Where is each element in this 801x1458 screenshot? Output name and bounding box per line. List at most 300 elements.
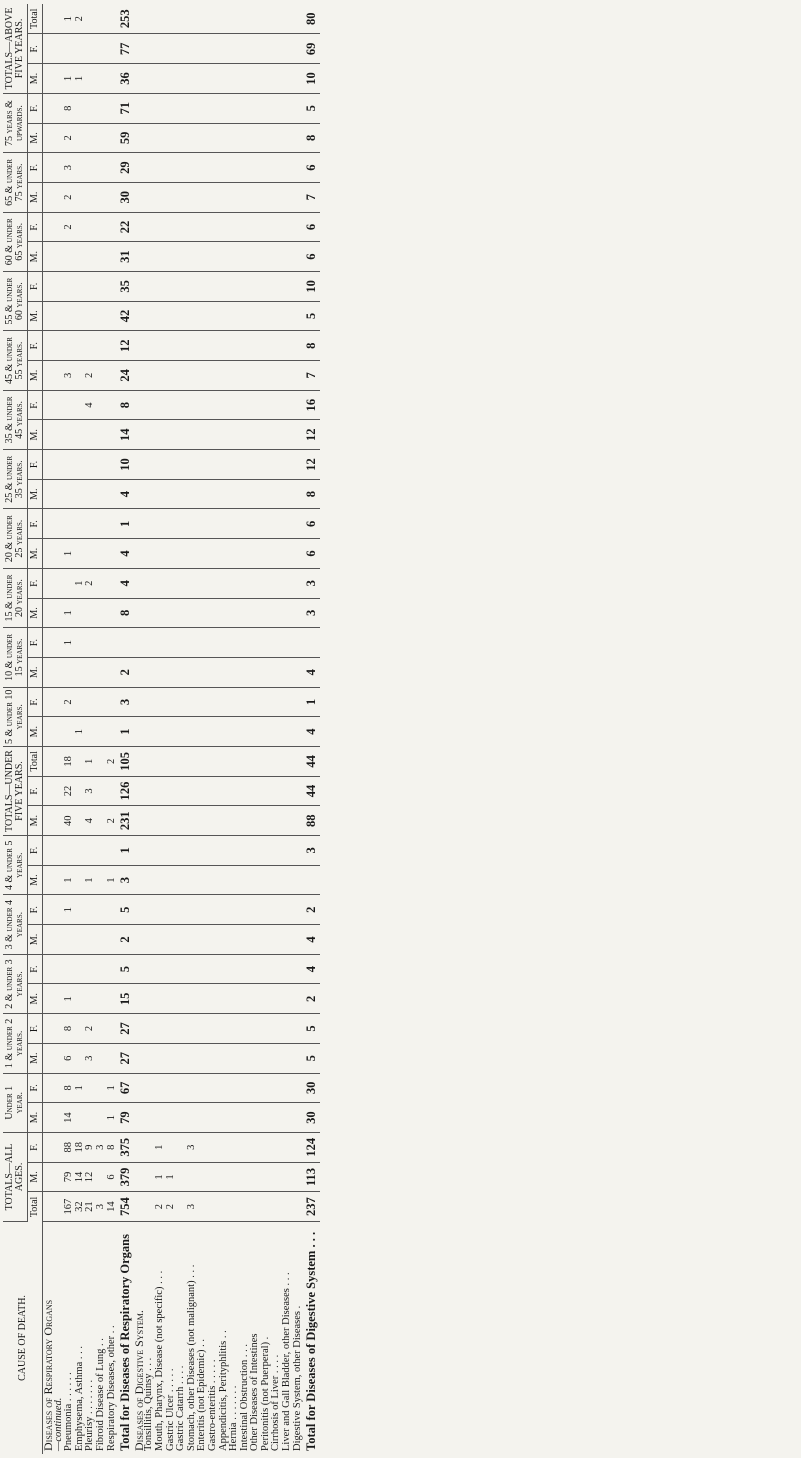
value-cell (176, 628, 187, 658)
m-subheader: M. (28, 242, 43, 272)
value-cell (197, 301, 208, 331)
value-cell (43, 1043, 54, 1073)
value-cell: 10 (303, 64, 320, 94)
value-cell (144, 212, 155, 242)
value-cell (219, 836, 230, 866)
value-cell (134, 64, 145, 94)
value-cell (43, 568, 54, 598)
value-cell (219, 361, 230, 391)
value-cell (219, 806, 230, 836)
value-cell (155, 450, 166, 480)
value-cell (166, 64, 177, 94)
value-cell (197, 1162, 208, 1192)
value-cell (250, 420, 261, 450)
value-cell (250, 361, 261, 391)
value-cell (43, 1014, 54, 1044)
total-subheader: Total (28, 1192, 43, 1222)
value-cell (144, 776, 155, 806)
value-cell (187, 747, 198, 777)
value-cell (293, 1162, 304, 1192)
value-cell: 5 (303, 1014, 320, 1044)
value-cell (208, 64, 219, 94)
value-cell (176, 93, 187, 123)
value-cell (208, 1132, 219, 1162)
value-cell (261, 1073, 272, 1103)
value-cell (107, 717, 118, 747)
value-cell (229, 806, 240, 836)
value-cell (250, 182, 261, 212)
value-cell (197, 1014, 208, 1044)
value-cell (155, 123, 166, 153)
value-cell (219, 687, 230, 717)
cause-cell: Stomach, other Diseases (not malignant) . . . (185, 1264, 197, 1451)
table-row (117, 4, 134, 1454)
value-cell: 12 (303, 450, 320, 480)
value-cell (166, 153, 177, 183)
value-cell: 14 (64, 1103, 75, 1133)
value-cell (261, 1103, 272, 1133)
value-cell (176, 925, 187, 955)
value-cell (176, 598, 187, 628)
value-cell (187, 182, 198, 212)
value-cell (282, 717, 293, 747)
value-cell (176, 1103, 187, 1133)
value-cell (75, 93, 86, 123)
value-cell: 71 (117, 93, 134, 123)
value-cell: 2 (85, 568, 96, 598)
value-cell (43, 361, 54, 391)
value-cell (75, 954, 86, 984)
value-cell: 3 (187, 1192, 198, 1222)
value-cell (187, 865, 198, 895)
value-cell (96, 806, 107, 836)
value-cell (187, 4, 198, 34)
m-subheader: M. (28, 1043, 43, 1073)
value-cell (261, 153, 272, 183)
value-cell (144, 925, 155, 955)
value-cell (96, 687, 107, 717)
value-cell (155, 539, 166, 569)
value-cell (85, 242, 96, 272)
value-cell (208, 1014, 219, 1044)
value-cell: 237 (303, 1192, 320, 1222)
value-cell (107, 420, 118, 450)
value-cell (250, 1073, 261, 1103)
table-row (107, 4, 118, 1454)
value-cell (107, 479, 118, 509)
value-cell (250, 747, 261, 777)
value-cell (208, 93, 219, 123)
value-cell (197, 539, 208, 569)
table-row (250, 4, 261, 1454)
value-cell (197, 34, 208, 64)
value-cell (250, 895, 261, 925)
value-cell (187, 479, 198, 509)
value-cell (96, 747, 107, 777)
value-cell: 1 (155, 1132, 166, 1162)
value-cell (176, 1043, 187, 1073)
value-cell (240, 361, 251, 391)
value-cell: 1 (64, 598, 75, 628)
value-cell (43, 153, 54, 183)
value-cell (282, 420, 293, 450)
value-cell (155, 301, 166, 331)
value-cell (107, 331, 118, 361)
value-cell (261, 539, 272, 569)
value-cell (187, 450, 198, 480)
value-cell (271, 1132, 282, 1162)
value-cell (107, 64, 118, 94)
value-cell (144, 954, 155, 984)
value-cell (107, 123, 118, 153)
value-cell (155, 420, 166, 450)
age-group-header: 5 & under 10 years. (3, 687, 28, 746)
value-cell (187, 806, 198, 836)
value-cell: 253 (117, 4, 134, 34)
value-cell (282, 509, 293, 539)
value-cell: 5 (117, 954, 134, 984)
value-cell (261, 657, 272, 687)
value-cell (261, 301, 272, 331)
value-cell (282, 390, 293, 420)
value-cell: 32 (75, 1192, 86, 1222)
value-cell (282, 925, 293, 955)
value-cell (75, 687, 86, 717)
value-cell (219, 4, 230, 34)
value-cell (166, 1073, 177, 1103)
value-cell (155, 272, 166, 302)
value-cell (85, 954, 96, 984)
value-cell (134, 123, 145, 153)
age-group-header: 75 years & upwards. (3, 93, 28, 152)
value-cell (134, 687, 145, 717)
value-cell: 3 (303, 568, 320, 598)
cause-cell: Cirrhosis of Liver . . . . (270, 1354, 282, 1451)
value-cell (208, 568, 219, 598)
table-row (197, 4, 208, 1454)
value-cell (250, 153, 261, 183)
value-cell (229, 628, 240, 658)
value-cell (155, 242, 166, 272)
value-cell: 124 (303, 1132, 320, 1162)
value-cell (96, 420, 107, 450)
value-cell (85, 984, 96, 1014)
value-cell (85, 331, 96, 361)
value-cell: 12 (85, 1162, 96, 1192)
value-cell (271, 1162, 282, 1192)
value-cell (229, 657, 240, 687)
value-cell (240, 390, 251, 420)
value-cell (229, 717, 240, 747)
value-cell: 8 (117, 598, 134, 628)
value-cell (134, 242, 145, 272)
value-cell (271, 479, 282, 509)
value-cell: 88 (64, 1132, 75, 1162)
value-cell (229, 1162, 240, 1192)
value-cell (144, 895, 155, 925)
value-cell (155, 153, 166, 183)
value-cell (197, 1043, 208, 1073)
value-cell (282, 331, 293, 361)
value-cell (107, 182, 118, 212)
value-cell (229, 34, 240, 64)
value-cell (96, 64, 107, 94)
value-cell (197, 806, 208, 836)
value-cell (166, 242, 177, 272)
value-cell (282, 865, 293, 895)
value-cell (229, 836, 240, 866)
m-subheader: M. (28, 123, 43, 153)
f-subheader: F. (28, 687, 43, 717)
value-cell (107, 361, 118, 391)
cause-cell: Emphysema, Asthma . . . (73, 1346, 85, 1451)
value-cell (85, 153, 96, 183)
value-cell (229, 64, 240, 94)
value-cell: 69 (303, 34, 320, 64)
value-cell: 24 (117, 361, 134, 391)
value-cell (229, 93, 240, 123)
value-cell (250, 242, 261, 272)
value-cell (282, 954, 293, 984)
value-cell (187, 984, 198, 1014)
value-cell (240, 1073, 251, 1103)
age-group-header: 2 & under 3 years. (3, 954, 28, 1013)
value-cell: 6 (64, 1043, 75, 1073)
value-cell (144, 301, 155, 331)
value-cell (219, 628, 230, 658)
value-cell: 22 (117, 212, 134, 242)
m-subheader: M. (28, 984, 43, 1014)
value-cell (250, 1014, 261, 1044)
m-subheader: M. (28, 64, 43, 94)
value-cell (282, 1103, 293, 1133)
value-cell (107, 568, 118, 598)
value-cell: 3 (64, 361, 75, 391)
value-cell (134, 93, 145, 123)
value-cell (261, 182, 272, 212)
value-cell (293, 64, 304, 94)
value-cell (240, 717, 251, 747)
value-cell (144, 568, 155, 598)
age-group-header: 20 & under 25 years. (3, 509, 28, 568)
value-cell (155, 747, 166, 777)
value-cell: 2 (75, 4, 86, 34)
value-cell (166, 568, 177, 598)
value-cell (271, 4, 282, 34)
age-group-header: TOTALS—ALL AGES. (3, 1132, 28, 1221)
table-row (293, 4, 304, 1454)
value-cell: 3 (96, 1192, 107, 1222)
f-subheader: F. (28, 568, 43, 598)
value-cell (208, 925, 219, 955)
value-cell (261, 1192, 272, 1222)
cause-cell: Respiratory Diseases, other . . (105, 1325, 117, 1451)
value-cell (208, 1162, 219, 1192)
value-cell (166, 450, 177, 480)
value-cell: 8 (303, 123, 320, 153)
value-cell (197, 182, 208, 212)
value-cell (250, 568, 261, 598)
value-cell (271, 272, 282, 302)
value-cell (271, 1014, 282, 1044)
value-cell (250, 954, 261, 984)
value-cell (293, 420, 304, 450)
value-cell (43, 717, 54, 747)
value-cell (219, 390, 230, 420)
value-cell (282, 747, 293, 777)
value-cell (134, 212, 145, 242)
value-cell (85, 301, 96, 331)
value-cell: 1 (64, 4, 75, 34)
value-cell (219, 895, 230, 925)
value-cell (208, 895, 219, 925)
value-cell (155, 865, 166, 895)
value-cell (187, 34, 198, 64)
value-cell (54, 390, 65, 420)
value-cell (187, 272, 198, 302)
value-cell (85, 687, 96, 717)
value-cell (293, 182, 304, 212)
value-cell (250, 836, 261, 866)
value-cell (197, 420, 208, 450)
value-cell (197, 954, 208, 984)
value-cell: 6 (303, 509, 320, 539)
value-cell (43, 1192, 54, 1222)
value-cell (96, 1014, 107, 1044)
value-cell (43, 272, 54, 302)
value-cell (85, 657, 96, 687)
value-cell (250, 509, 261, 539)
value-cell (240, 598, 251, 628)
value-cell (197, 272, 208, 302)
value-cell (155, 479, 166, 509)
value-cell (166, 212, 177, 242)
value-cell (219, 568, 230, 598)
age-group-header: 25 & under 35 years. (3, 450, 28, 509)
value-cell (96, 657, 107, 687)
value-cell (208, 272, 219, 302)
value-cell (229, 1103, 240, 1133)
value-cell: 1 (117, 836, 134, 866)
age-group-header: 10 & under 15 years. (3, 628, 28, 687)
value-cell: 3 (117, 687, 134, 717)
value-cell (54, 272, 65, 302)
m-subheader: M. (28, 479, 43, 509)
value-cell: 40 (64, 806, 75, 836)
m-subheader: M. (28, 598, 43, 628)
value-cell (43, 657, 54, 687)
value-cell (43, 331, 54, 361)
value-cell (176, 657, 187, 687)
value-cell (282, 93, 293, 123)
value-cell (197, 4, 208, 34)
value-cell (293, 1043, 304, 1073)
value-cell (261, 1162, 272, 1192)
value-cell (261, 450, 272, 480)
value-cell (219, 509, 230, 539)
value-cell (144, 836, 155, 866)
value-cell (261, 420, 272, 450)
value-cell (144, 1073, 155, 1103)
value-cell (107, 776, 118, 806)
value-cell (208, 865, 219, 895)
value-cell (144, 361, 155, 391)
value-cell (43, 984, 54, 1014)
value-cell: 44 (303, 776, 320, 806)
value-cell (197, 331, 208, 361)
value-cell (43, 776, 54, 806)
value-cell (240, 895, 251, 925)
value-cell (293, 242, 304, 272)
value-cell (144, 628, 155, 658)
value-cell (96, 984, 107, 1014)
value-cell (134, 1073, 145, 1103)
f-subheader: F. (28, 153, 43, 183)
value-cell (155, 925, 166, 955)
value-cell (176, 64, 187, 94)
value-cell (43, 123, 54, 153)
cause-cell: Gastric Catarrh . . . . (175, 1365, 187, 1451)
value-cell (134, 361, 145, 391)
value-cell (240, 4, 251, 34)
value-cell: 8 (117, 390, 134, 420)
value-cell: 1 (85, 865, 96, 895)
value-cell (96, 925, 107, 955)
value-cell (197, 657, 208, 687)
value-cell (271, 836, 282, 866)
value-cell: 2 (85, 1014, 96, 1044)
cause-cell: Fibroid Disease of Lung . . (94, 1338, 106, 1451)
value-cell: 1 (75, 1073, 86, 1103)
value-cell (54, 836, 65, 866)
value-cell (229, 539, 240, 569)
value-cell: 2 (303, 895, 320, 925)
value-cell (282, 64, 293, 94)
value-cell: 2 (85, 361, 96, 391)
f-subheader: F. (28, 93, 43, 123)
value-cell (293, 836, 304, 866)
value-cell (208, 182, 219, 212)
value-cell (166, 361, 177, 391)
value-cell (176, 301, 187, 331)
value-cell (240, 747, 251, 777)
value-cell (166, 687, 177, 717)
value-cell (176, 450, 187, 480)
value-cell (144, 331, 155, 361)
value-cell (187, 1162, 198, 1192)
value-cell (43, 1073, 54, 1103)
value-cell (261, 776, 272, 806)
value-cell (282, 687, 293, 717)
value-cell (250, 984, 261, 1014)
value-cell (176, 747, 187, 777)
value-cell (250, 64, 261, 94)
value-cell (96, 34, 107, 64)
cause-cell: Digestive System, other Diseases . (291, 1305, 303, 1451)
value-cell (166, 272, 177, 302)
value-cell (96, 390, 107, 420)
value-cell (155, 390, 166, 420)
value-cell: 1 (75, 568, 86, 598)
value-cell (229, 747, 240, 777)
value-cell: 3 (85, 776, 96, 806)
value-cell (250, 450, 261, 480)
value-cell: 77 (117, 34, 134, 64)
total-subheader: Total (28, 4, 43, 34)
value-cell (85, 479, 96, 509)
value-cell (85, 123, 96, 153)
value-cell: 1 (75, 64, 86, 94)
